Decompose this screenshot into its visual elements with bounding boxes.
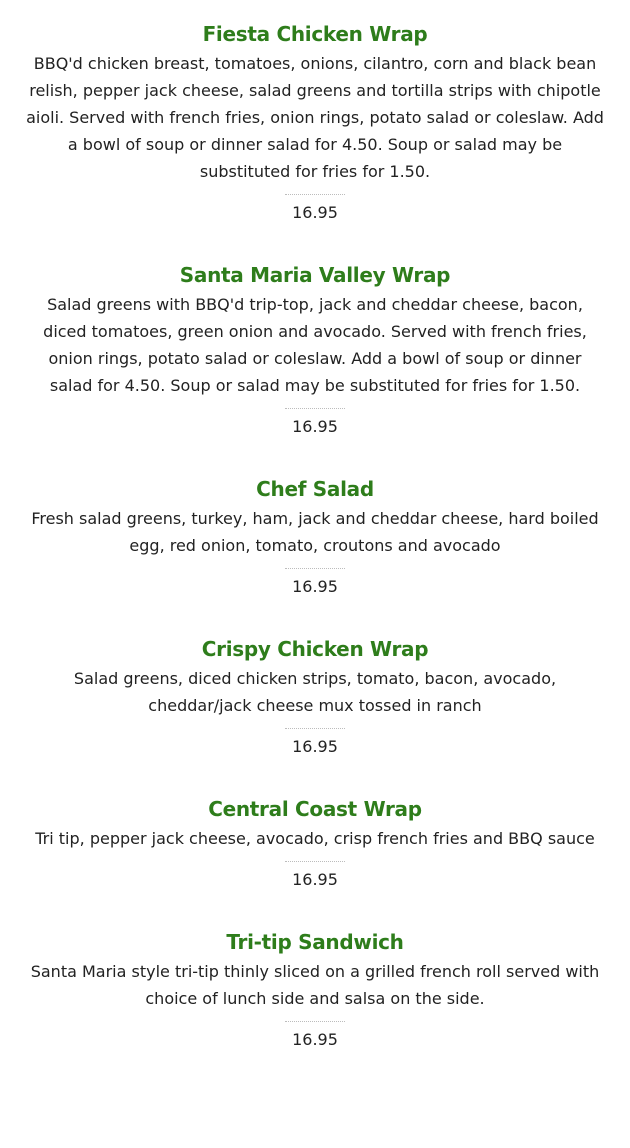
item-description: Salad greens with BBQ'd trip-top, jack and cheddar cheese, bacon, diced tomatoes, green onion and avocado. Served with french fries, onion rings, potato salad or coleslaw. Add a bowl of soup or dinner salad for 4.50. Soup or salad may be substituted for fries for 1.50.: [43, 295, 587, 395]
item-title: Tri-tip Sandwich: [226, 930, 404, 954]
divider: [285, 728, 345, 729]
item-title: Crispy Chicken Wrap: [201, 637, 429, 661]
divider: [285, 861, 345, 862]
menu-item-santa-maria-valley-wrap: [0, 261, 630, 438]
item-price: 16.95: [292, 577, 338, 596]
item-price: 16.95: [292, 203, 338, 222]
menu-item-central-coast-wrap: [0, 795, 630, 891]
menu-item-crispy-chicken-wrap: [0, 635, 630, 758]
divider: [285, 568, 345, 569]
item-title: Central Coast Wrap: [208, 797, 422, 821]
menu-item-tri-tip-sandwich: [0, 928, 630, 1051]
divider: [285, 1021, 345, 1022]
item-price: 16.95: [292, 417, 338, 436]
divider: [285, 194, 345, 195]
item-title: Santa Maria Valley Wrap: [179, 263, 451, 287]
item-title: Fiesta Chicken Wrap: [202, 22, 428, 46]
item-description: Fresh salad greens, turkey, ham, jack and cheddar cheese, hard boiled egg, red onion, tomato, croutons and avocado: [31, 509, 599, 555]
menu-item-chef-salad: [0, 475, 630, 598]
item-description: Salad greens, diced chicken strips, tomato, bacon, avocado, cheddar/jack cheese mux tossed in ranch: [73, 669, 557, 715]
item-description: BBQ'd chicken breast, tomatoes, onions, cilantro, corn and black bean relish, pepper jack cheese, salad greens and tortilla strips with chipotle aioli. Served with french fries, onion rings, potato salad or coleslaw. Add a bowl of soup or dinner salad for 4.50. Soup or salad may be substituted for fries for 1.50.: [26, 54, 604, 181]
item-description: Santa Maria style tri-tip thinly sliced on a grilled french roll served with choice of lunch side and salsa on the side.: [30, 962, 600, 1008]
divider: [285, 408, 345, 409]
item-price: 16.95: [292, 1030, 338, 1049]
item-description: Tri tip, pepper jack cheese, avocado, crisp french fries and BBQ sauce: [35, 829, 595, 848]
item-price: 16.95: [292, 737, 338, 756]
menu-item-fiesta-chicken-wrap: [0, 20, 630, 224]
item-title: Chef Salad: [256, 477, 374, 501]
item-price: 16.95: [292, 870, 338, 889]
